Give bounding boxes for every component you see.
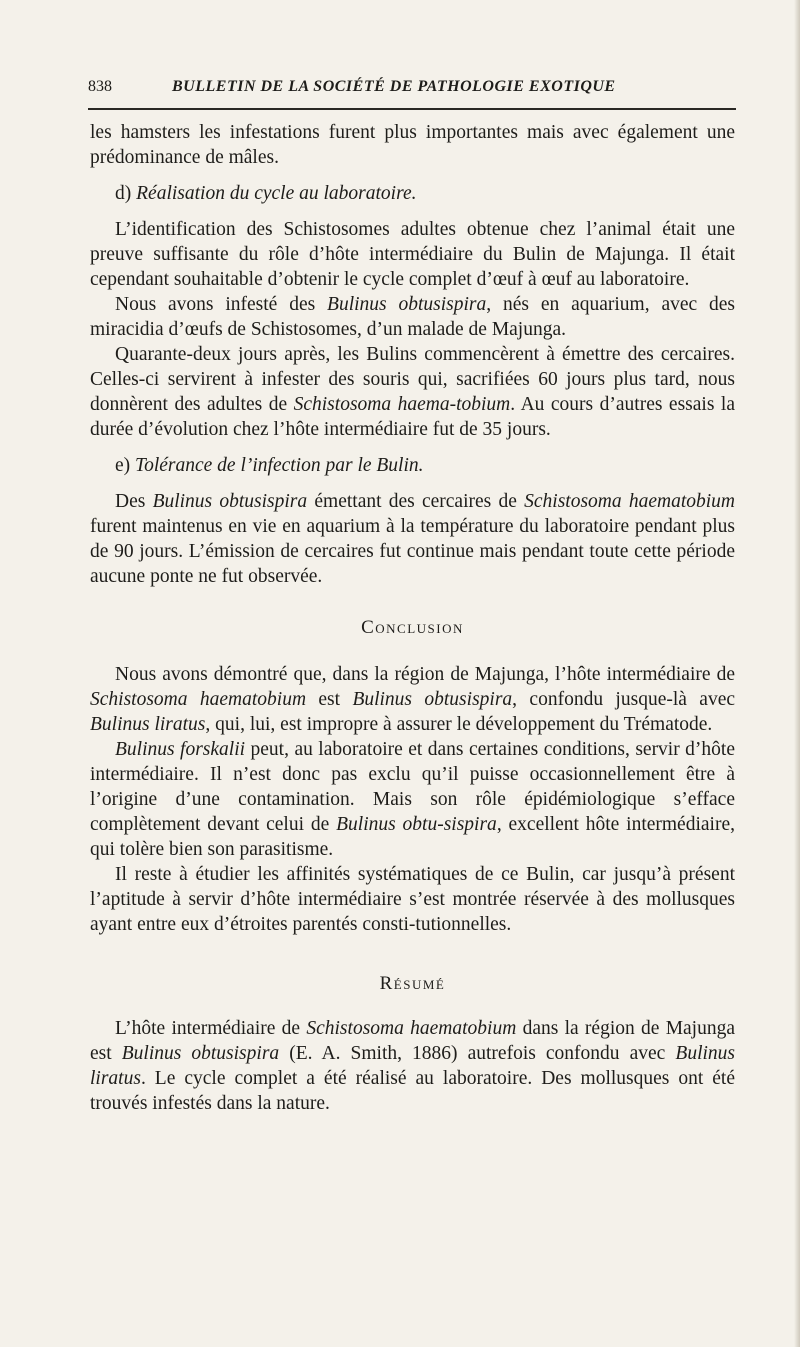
article-body	[90, 120, 735, 1116]
text-run: Nous avons démontré que, dans la région de Majunga, l’hôte intermédiaire de	[115, 664, 735, 685]
paragraph-conclusion-3: Il reste à étudier les affinités systématiques de ce Bulin, car jusqu’à présent l’aptitude à servir d’hôte intermédiaire s’est montrée réservée à des mollusques ayant entre eux d’étroites parentés consti-tutionnelles.	[90, 864, 735, 935]
species-name: Schistosoma haema-tobium	[293, 394, 511, 415]
species-name: Schistosoma haematobium	[524, 491, 736, 512]
species-name: Bulinus liratus	[90, 1043, 735, 1089]
paragraph-tolerance	[90, 489, 735, 589]
paragraph-hamsters: les hamsters les infestations furent plus importantes mais avec également une prédominance de mâles.	[90, 122, 735, 168]
subsection-title: Réalisation du cycle au laboratoire.	[136, 183, 417, 204]
text-run: Des	[115, 491, 153, 512]
text-run: . Au cours d’autres essais la durée d’évolution chez l’hôte intermédiaire fut de 35 jours.	[90, 394, 735, 440]
running-title: BULLETIN DE LA SOCIÉTÉ DE PATHOLOGIE EXOTIQUE	[172, 78, 616, 95]
species-name: Bulinus forskalii	[115, 739, 246, 760]
species-name: Schistosoma haematobium	[306, 1018, 517, 1039]
text-run: , excellent hôte intermédiaire, qui tolère bien son parasitisme.	[90, 814, 735, 860]
page-edge-shadow	[794, 0, 800, 1347]
subsection-title: Tolérance de l’infection par le Bulin.	[135, 455, 424, 476]
conclusion-heading: Conclusion	[361, 617, 464, 638]
species-name: Bulinus liratus	[90, 714, 206, 735]
page-header	[88, 78, 736, 102]
text-run: Quarante-deux jours après, les Bulins commencèrent à émettre des cercaires. Celles-ci servirent à infester des souris qui, sacrifiées 60 jours plus tard, nous donnèrent des adultes de	[90, 344, 735, 415]
subsection-e-heading	[90, 453, 735, 478]
text-run: dans la région de Majunga est	[90, 1018, 736, 1064]
resume-heading: Résumé	[379, 973, 446, 994]
paragraph-conclusion-1	[90, 662, 735, 737]
text-run: L’hôte intermédiaire de	[115, 1018, 307, 1039]
text-run: Nous avons infesté des	[115, 294, 328, 315]
text-run: , qui, lui, est impropre à assurer le développement du Trématode.	[205, 714, 713, 735]
header-rule	[88, 108, 736, 110]
paragraph-infestation	[90, 292, 735, 342]
species-name: Bulinus obtusispira	[121, 1043, 280, 1064]
paragraph-resume	[90, 1016, 735, 1116]
text-run: est	[306, 689, 353, 710]
text-run: . Le cycle complet a été réalisé au laboratoire. Des mollusques ont été trouvés infestés dans la nature.	[90, 1068, 735, 1114]
subsection-marker: d)	[115, 183, 137, 204]
text-run: émettant des cercaires de	[307, 491, 525, 512]
species-name: Bulinus obtu-sispira	[336, 814, 497, 835]
text-run: , nés en aquarium, avec des miracidia d’œufs de Schistosomes, d’un malade de Majunga.	[90, 294, 736, 340]
species-name: Schistosoma haematobium	[90, 689, 307, 710]
paragraph-identification: L’identification des Schistosomes adultes obtenue chez l’animal était une preuve suffisante du rôle d’hôte intermédiaire du Bulin de Majunga. Il était cependant souhaitable d’obtenir le cycle complet d’œuf à œuf au laboratoire.	[90, 219, 735, 290]
subsection-d-heading	[90, 181, 735, 206]
subsection-marker: e)	[115, 455, 136, 476]
species-name: Bulinus obtusispira	[152, 491, 308, 512]
species-name: Bulinus obtusispira	[327, 294, 487, 315]
paragraph-cercaires	[90, 342, 735, 442]
text-run: , confondu jusque-là avec	[512, 689, 736, 710]
species-name: Bulinus obtusispira	[352, 689, 513, 710]
text-run: (E. A. Smith, 1886) autrefois confondu avec	[279, 1043, 676, 1064]
paragraph-conclusion-2	[90, 737, 735, 862]
text-run: furent maintenus en vie en aquarium à la température du laboratoire pendant plus de 90 jours. L’émission de cercaires fut continue mais pendant toute cette période aucune ponte ne fut observée.	[90, 516, 735, 587]
text-run: peut, au laboratoire et dans certaines conditions, servir d’hôte intermédiaire. Il n’est donc pas exclu qu’il puisse occasionnellement être à l’origine d’une contamination. Mais son rôle épidémiologique s’efface complètement devant celui de	[90, 739, 736, 835]
page-number: 838	[88, 78, 112, 95]
